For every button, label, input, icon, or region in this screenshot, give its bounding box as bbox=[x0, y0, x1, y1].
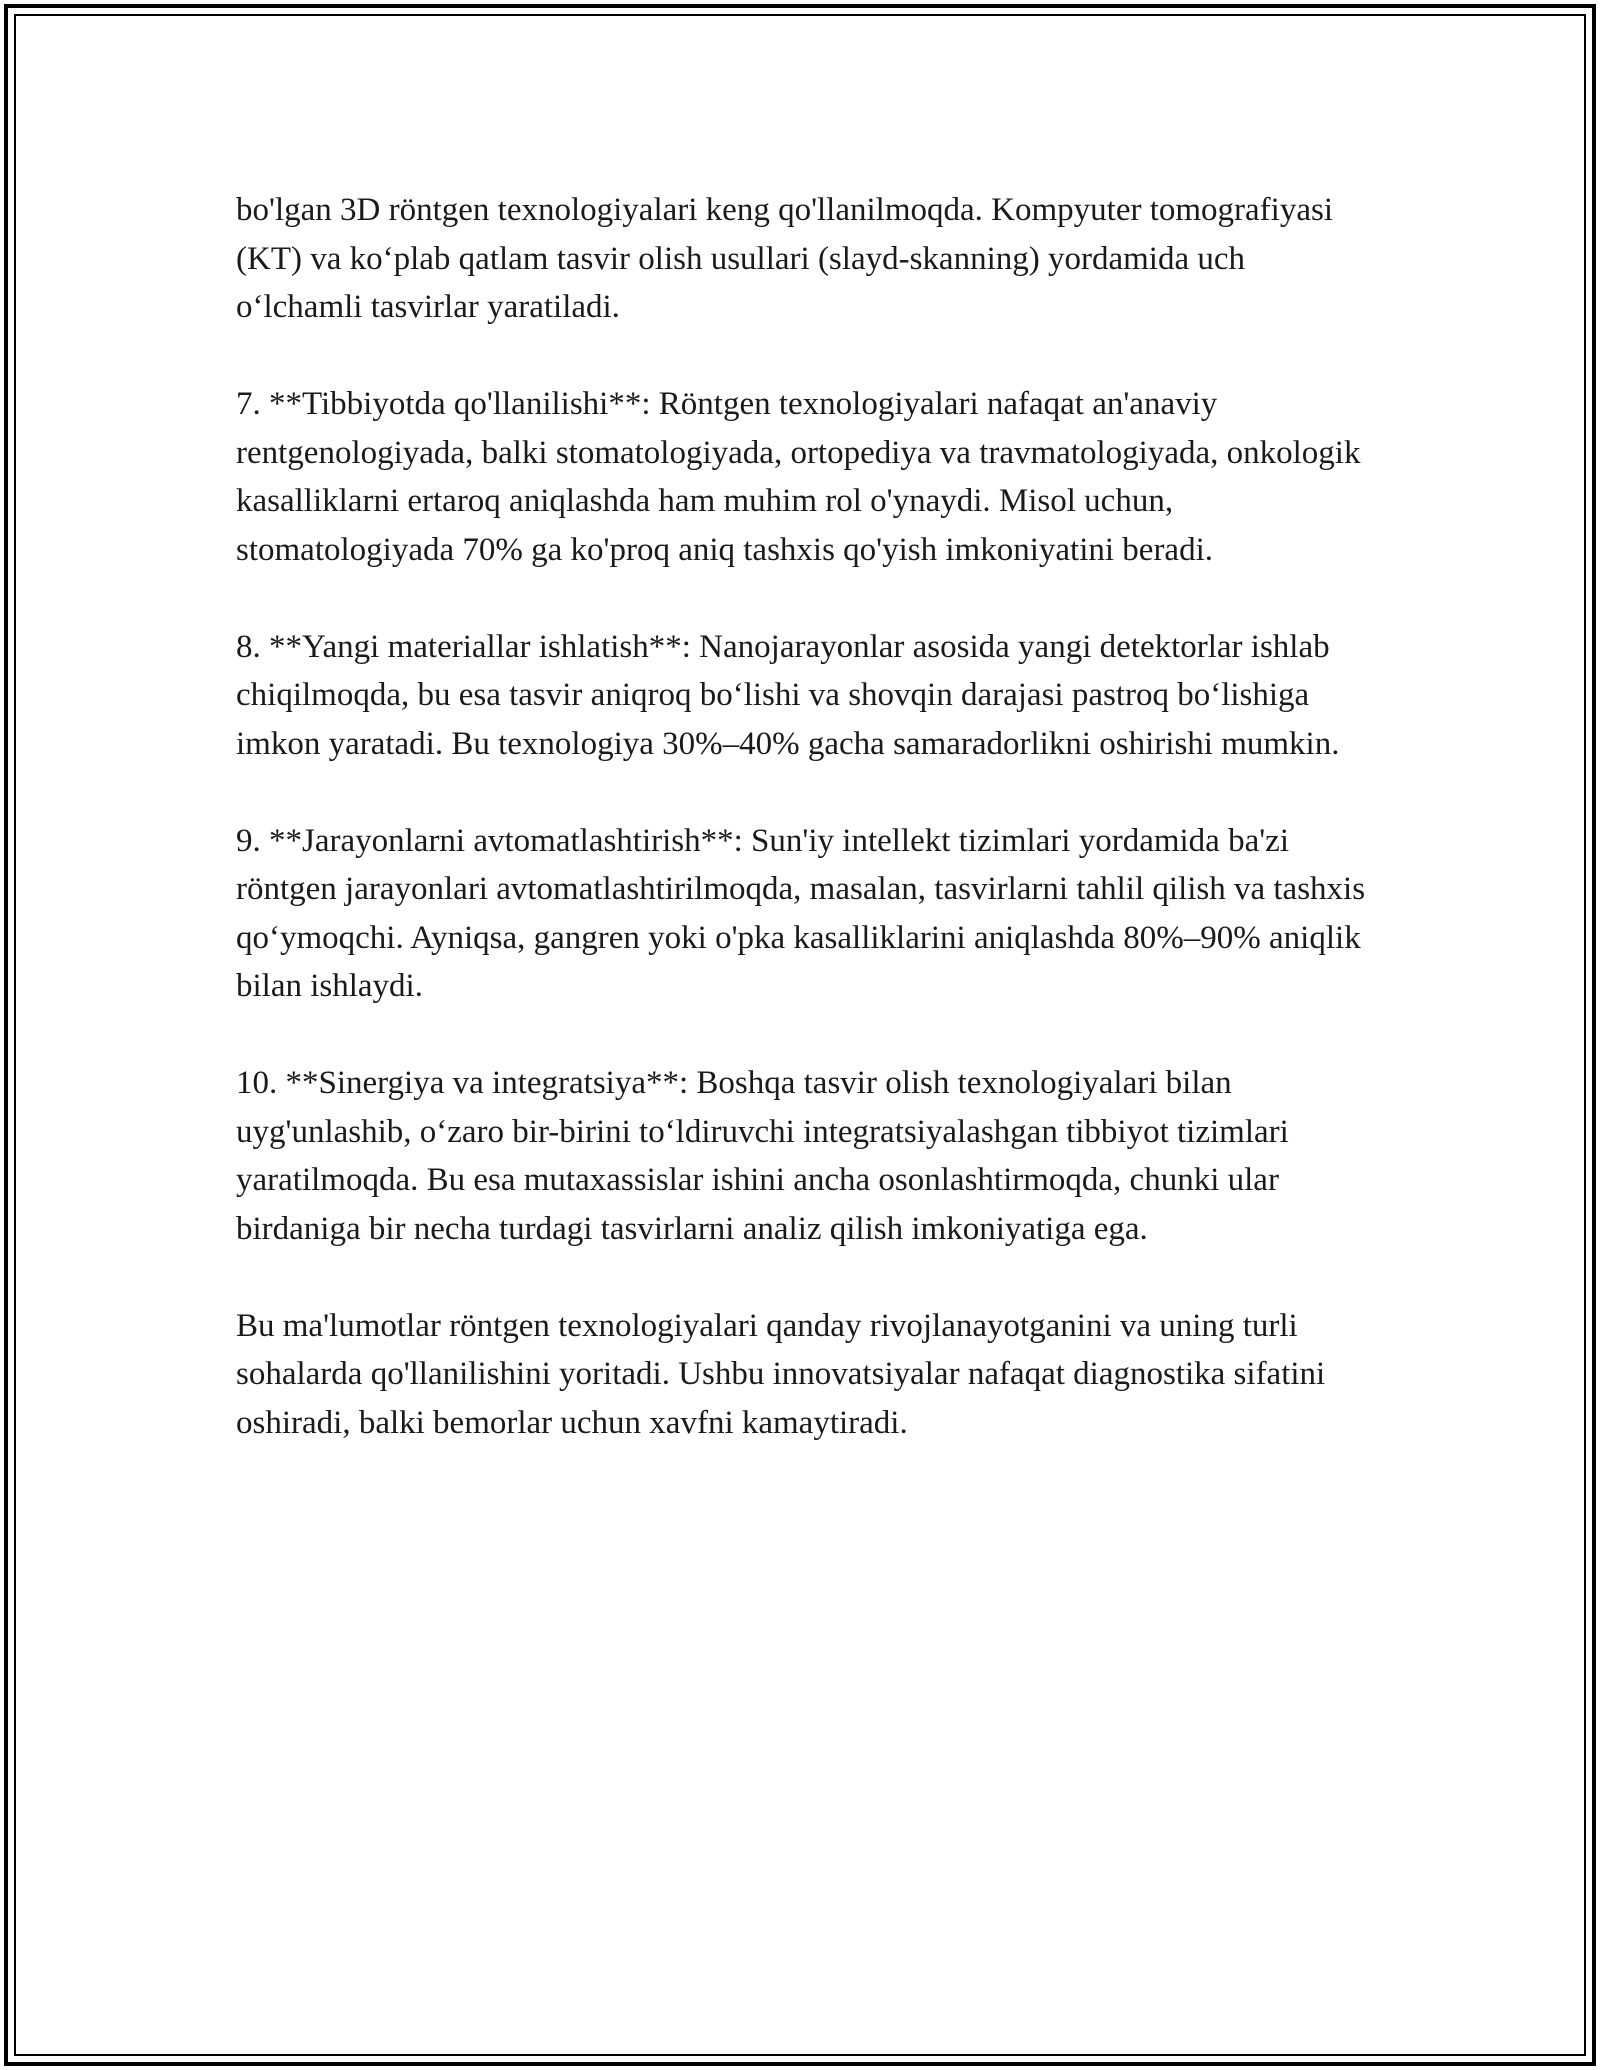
document-body bbox=[236, 186, 1376, 1496]
paragraph-item-8: 8. **Yangi materiallar ishlatish**: Nanojarayonlar asosida yangi detektorlar ishlab chiqilmoqda, bu esa tasvir aniqroq boʻlishi va shovqin darajasi pastroq boʻlishiga imkon yaratadi. Bu texnologiya 30%–40% gacha samaradorlikni oshirishi mumkin. bbox=[236, 628, 1340, 762]
paragraph-conclusion: Bu ma'lumotlar röntgen texnologiyalari qanday rivojlanayotganini va uning turli sohalarda qo'llanilishini yoritadi. Ushbu innovatsiyalar nafaqat diagnostika sifatini oshiradi, balki bemorlar uchun xavfni kamaytiradi. bbox=[236, 1307, 1326, 1441]
paragraph-item-9: 9. **Jarayonlarni avtomatlashtirish**: Sun'iy intellekt tizimlari yordamida ba'zi röntgen jarayonlari avtomatlashtirilmoqda, masalan, tasvirlarni tahlil qilish va tashxis qoʻymoqchi. Ayniqsa, gangren yoki o'pka kasalliklarini aniqlashda 80%–90% aniqlik bilan ishlaydi. bbox=[236, 822, 1366, 1004]
paragraph-intro-continuation: bo'lgan 3D röntgen texnologiyalari keng qo'llanilmoqda. Kompyuter tomografiyasi (KT) va koʻplab qatlam tasvir olish usullari (slayd-skanning) yordamida uch oʻlchamli tasvirlar yaratiladi. bbox=[236, 192, 1333, 325]
paragraph-item-10: 10. **Sinergiya va integratsiya**: Boshqa tasvir olish texnologiyalari bilan uyg'unlashib, oʻzaro bir-birini toʻldiruvchi integratsiyalashgan tibbiyot tizimlari yaratilmoqda. Bu esa mutaxassislar ishini ancha osonlashtirmoqda, chunki ular birdaniga bir necha turdagi tasvirlarni analiz qilish imkoniyatiga ega. bbox=[236, 1065, 1289, 1247]
paragraph-item-7: 7. **Tibbiyotda qo'llanilishi**: Röntgen texnologiyalari nafaqat an'anaviy rentgenologiyada, balki stomatologiyada, ortopediya va travmatologiyada, onkologik kasalliklarni ertaroq aniqlashda ham muhim rol o'ynaydi. Misol uchun, stomatologiyada 70% ga ko'proq aniq tashxis qo'yish imkoniyatini beradi. bbox=[236, 386, 1361, 568]
